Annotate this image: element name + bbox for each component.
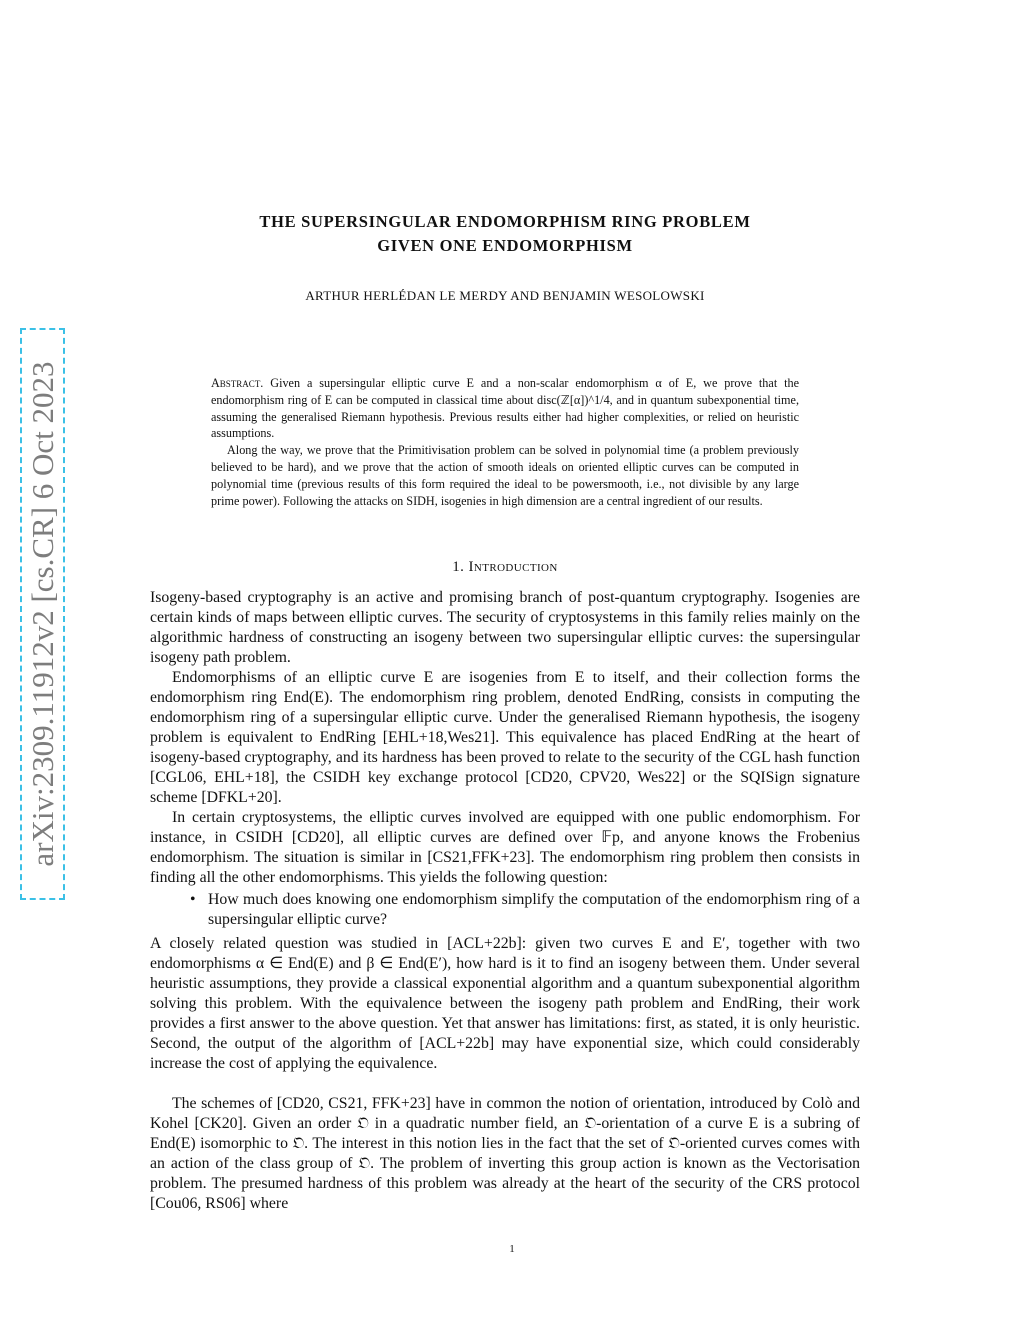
section-heading bbox=[150, 559, 860, 576]
bullet-text: How much does knowing one endomorphism simplify the computation of the endomorphism ring of a supersingular elliptic curve? bbox=[208, 891, 860, 928]
bullet-icon: • bbox=[190, 891, 196, 908]
paragraph-4: A closely related question was studied in [ACL+22b]: given two curves E and E′, together with two endomorphisms α ∈ End(E) and β ∈ End(E′), how hard is it to find an isogeny between them. Under several heuristic assumptions, they provide a classical exponential algorithm and a quantum subexponential algorithm solving this problem. With the equivalence between the isogeny path problem and EndRing, their work provides a first answer to the above question. Yet that answer has limitations: first, as stated, it is only heuristic. Second, the output of the algorithm of [ACL+22b] may have exponential size, which could considerably increase the cost of applying the equivalence. bbox=[150, 935, 860, 1072]
title-line-2: GIVEN ONE ENDOMORPHISM bbox=[377, 236, 633, 255]
bullet-item bbox=[150, 890, 860, 930]
paragraph-2: Endomorphisms of an elliptic curve E are isogenies from E to itself, and their collection forms the endomorphism ring End(E). The endomorphism ring problem, denoted EndRing, consists in computing the endomorphism ring of a supersingular elliptic curve. Under the generalised Riemann hypothesis, the isogeny problem is equivalent to EndRing [EHL+18,Wes21]. This equivalence has placed EndRing at the heart of isogeny-based cryptography, and its hardness has been proved to relate to the security of the CGL hash function [CGL06, EHL+18], the CSIDH key exchange protocol [CD20, CPV20, Wes22] or the SQISign signature scheme [DFKL+20]. bbox=[150, 669, 860, 806]
page-number: 1 bbox=[509, 1243, 515, 1255]
authors: ARTHUR HERLÉDAN LE MERDY AND BENJAMIN WESOLOWSKI bbox=[305, 288, 705, 303]
main-body bbox=[150, 588, 860, 1214]
section-title: Introduction bbox=[468, 559, 558, 575]
abstract-label: Abstract. bbox=[211, 376, 264, 390]
paragraph-1: Isogeny-based cryptography is an active and promising branch of post-quantum cryptography. Isogenies are certain kinds of maps between elliptic curves. The security of cryptosystems in this family relies mainly on the algorithmic hardness of constructing an isogeny between two supersingular elliptic curves: the supersingular isogeny path problem. bbox=[150, 589, 860, 666]
abstract-text-1: Given a supersingular elliptic curve E and a non-scalar endomorphism α of E, we prove that the endomorphism ring of E can be computed in classical time about disc(ℤ[α])^1/4, and in quantum subexponential time, assuming the generalised Riemann hypothesis. Previous results either had higher complexities, or relied on heuristic assumptions. bbox=[211, 376, 799, 441]
abstract-para-2: Along the way, we prove that the Primitivisation problem can be solved in polynomial time (a problem previously believed to be hard), and we prove that the action of smooth ideals on oriented elliptic curves can be computed in polynomial time (previous results of this form required the ideal to be powersmooth, i.e., not divisible by any large prime power). Following the attacks on SIDH, isogenies in high dimension are a central ingredient of our results. bbox=[211, 443, 799, 508]
paper-title bbox=[150, 210, 860, 258]
arxiv-stamp bbox=[20, 328, 65, 900]
abstract bbox=[211, 375, 799, 509]
abstract-para-1 bbox=[211, 375, 799, 442]
arxiv-id: arXiv:2309.11912v2 [cs.CR] 6 Oct 2023 bbox=[24, 361, 60, 867]
paragraph-3: In certain cryptosystems, the elliptic curves involved are equipped with one public endomorphism. For instance, in CSIDH [CD20], all elliptic curves are defined over 𝔽p, and anyone knows the Frobenius endomorphism. The situation is similar in [CS21,FFK+23]. The endomorphism ring problem then consists in finding all the other endomorphisms. This yields the following question: bbox=[150, 809, 860, 886]
title-line-1: THE SUPERSINGULAR ENDOMORPHISM RING PROBLEM bbox=[259, 212, 751, 231]
paragraph-5: The schemes of [CD20, CS21, FFK+23] have in common the notion of orientation, introduced by Colò and Kohel [CK20]. Given an order 𝔒 in a quadratic number field, an 𝔒-orientation of a curve E is a subring of End(E) isomorphic to 𝔒. The interest in this notion lies in the fact that the set of 𝔒-oriented curves comes with an action of the class group of 𝔒. The problem of inverting this group action is known as the Vectorisation problem. The presumed hardness of this problem was already at the heart of the security of the CRS protocol [Cou06, RS06] where bbox=[150, 1095, 860, 1212]
section-number: 1. bbox=[452, 559, 465, 575]
